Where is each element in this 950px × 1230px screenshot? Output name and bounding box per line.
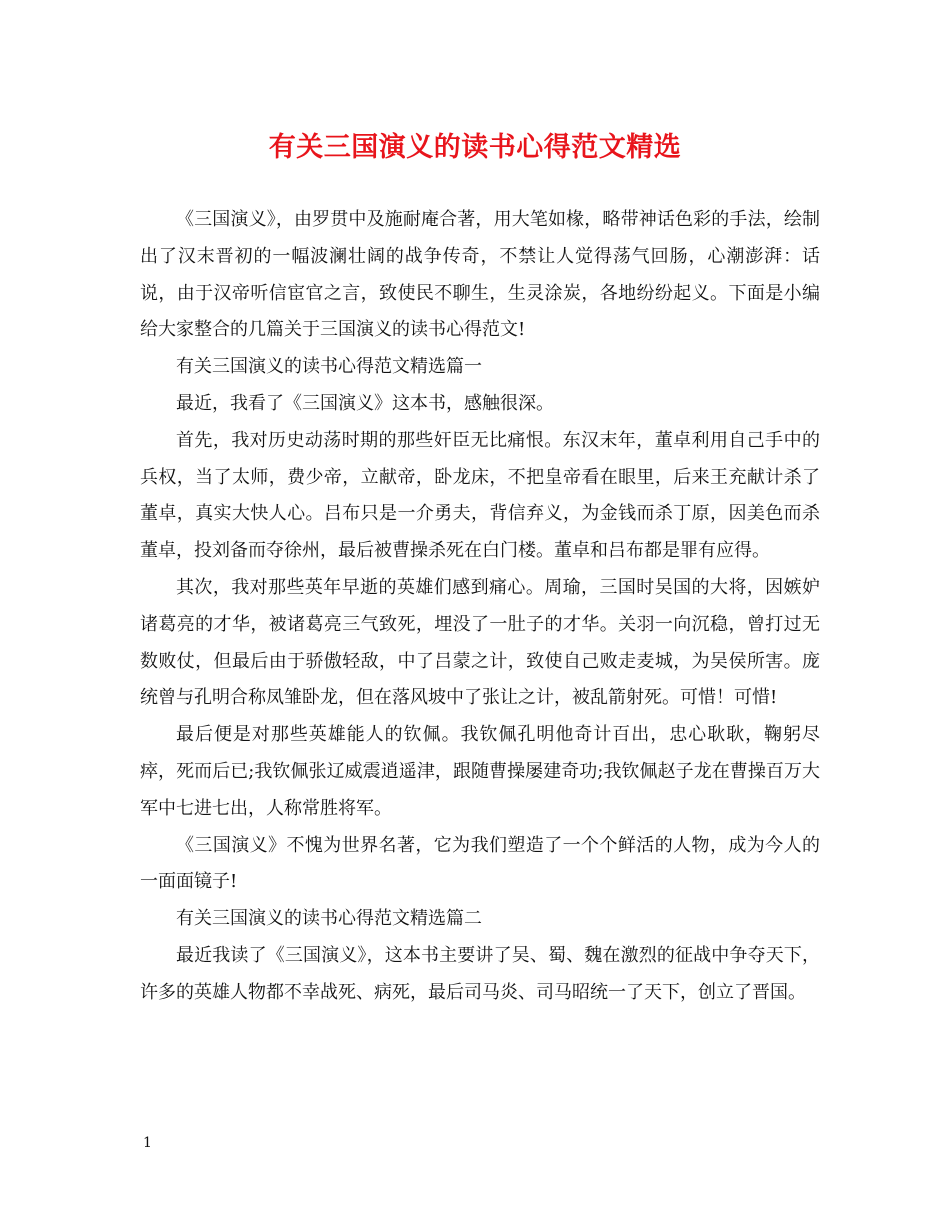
- page-number: 1: [143, 1135, 152, 1151]
- document-body: [140, 202, 820, 1012]
- paragraph: 最近，我看了《三国演义》这本书，感触很深。: [176, 392, 554, 414]
- paragraph: 最后便是对那些英雄能人的钦佩。我钦佩孔明他奇计百出，忠心耿耿，鞠躬尽瘁，死而后已;我钦佩张辽威震逍遥津，跟随曹操屡建奇功;我钦佩赵子龙在曹操百万大军中七进七出，人称常胜将军。: [140, 724, 820, 819]
- section-heading-1: 有关三国演义的读书心得范文精选篇一: [176, 356, 482, 378]
- document-title: 有关三国演义的读书心得范文精选: [268, 132, 682, 163]
- paragraph: 最近我读了《三国演义》，这本书主要讲了吴、蜀、魏在激烈的征战中争夺天下，许多的英雄人物都不幸战死、病死，最后司马炎、司马昭统一了天下，创立了晋国。: [140, 944, 820, 1003]
- paragraph: 《三国演义》不愧为世界名著，它为我们塑造了一个个鲜活的人物，成为今人的一面面镜子!: [140, 834, 820, 893]
- section-heading-2: 有关三国演义的读书心得范文精选篇二: [176, 908, 482, 930]
- paragraph-intro: 《三国演义》，由罗贯中及施耐庵合著，用大笔如椽，略带神话色彩的手法，绘制出了汉末晋初的一幅波澜壮阔的战争传奇，不禁让人觉得荡气回肠，心潮澎湃：话说，由于汉帝听信宦官之言，致使民不聊生，生灵涂炭，各地纷纷起义。下面是小编给大家整合的几篇关于三国演义的读书心得范文!: [140, 209, 820, 341]
- paragraph: 其次，我对那些英年早逝的英雄们感到痛心。周瑜，三国时吴国的大将，因嫉妒诸葛亮的才华，被诸葛亮三气致死，埋没了一肚子的才华。关羽一向沉稳，曾打过无数败仗，但最后由于骄傲轻敌，中了吕蒙之计，致使自己败走麦城，为吴侯所害。庞统曾与孔明合称凤雏卧龙，但在落风坡中了张让之计，被乱箭射死。可惜！可惜!: [140, 576, 820, 709]
- paragraph: 首先，我对历史动荡时期的那些奸臣无比痛恨。东汉末年，董卓利用自己手中的兵权，当了太师，费少帝，立献帝，卧龙床，不把皇帝看在眼里，后来王充献计杀了董卓，真实大快人心。吕布只是一介勇夫，背信弃义，为金钱而杀丁原，因美色而杀董卓，投刘备而夺徐州，最后被曹操杀死在白门楼。董卓和吕布都是罪有应得。: [140, 429, 820, 562]
